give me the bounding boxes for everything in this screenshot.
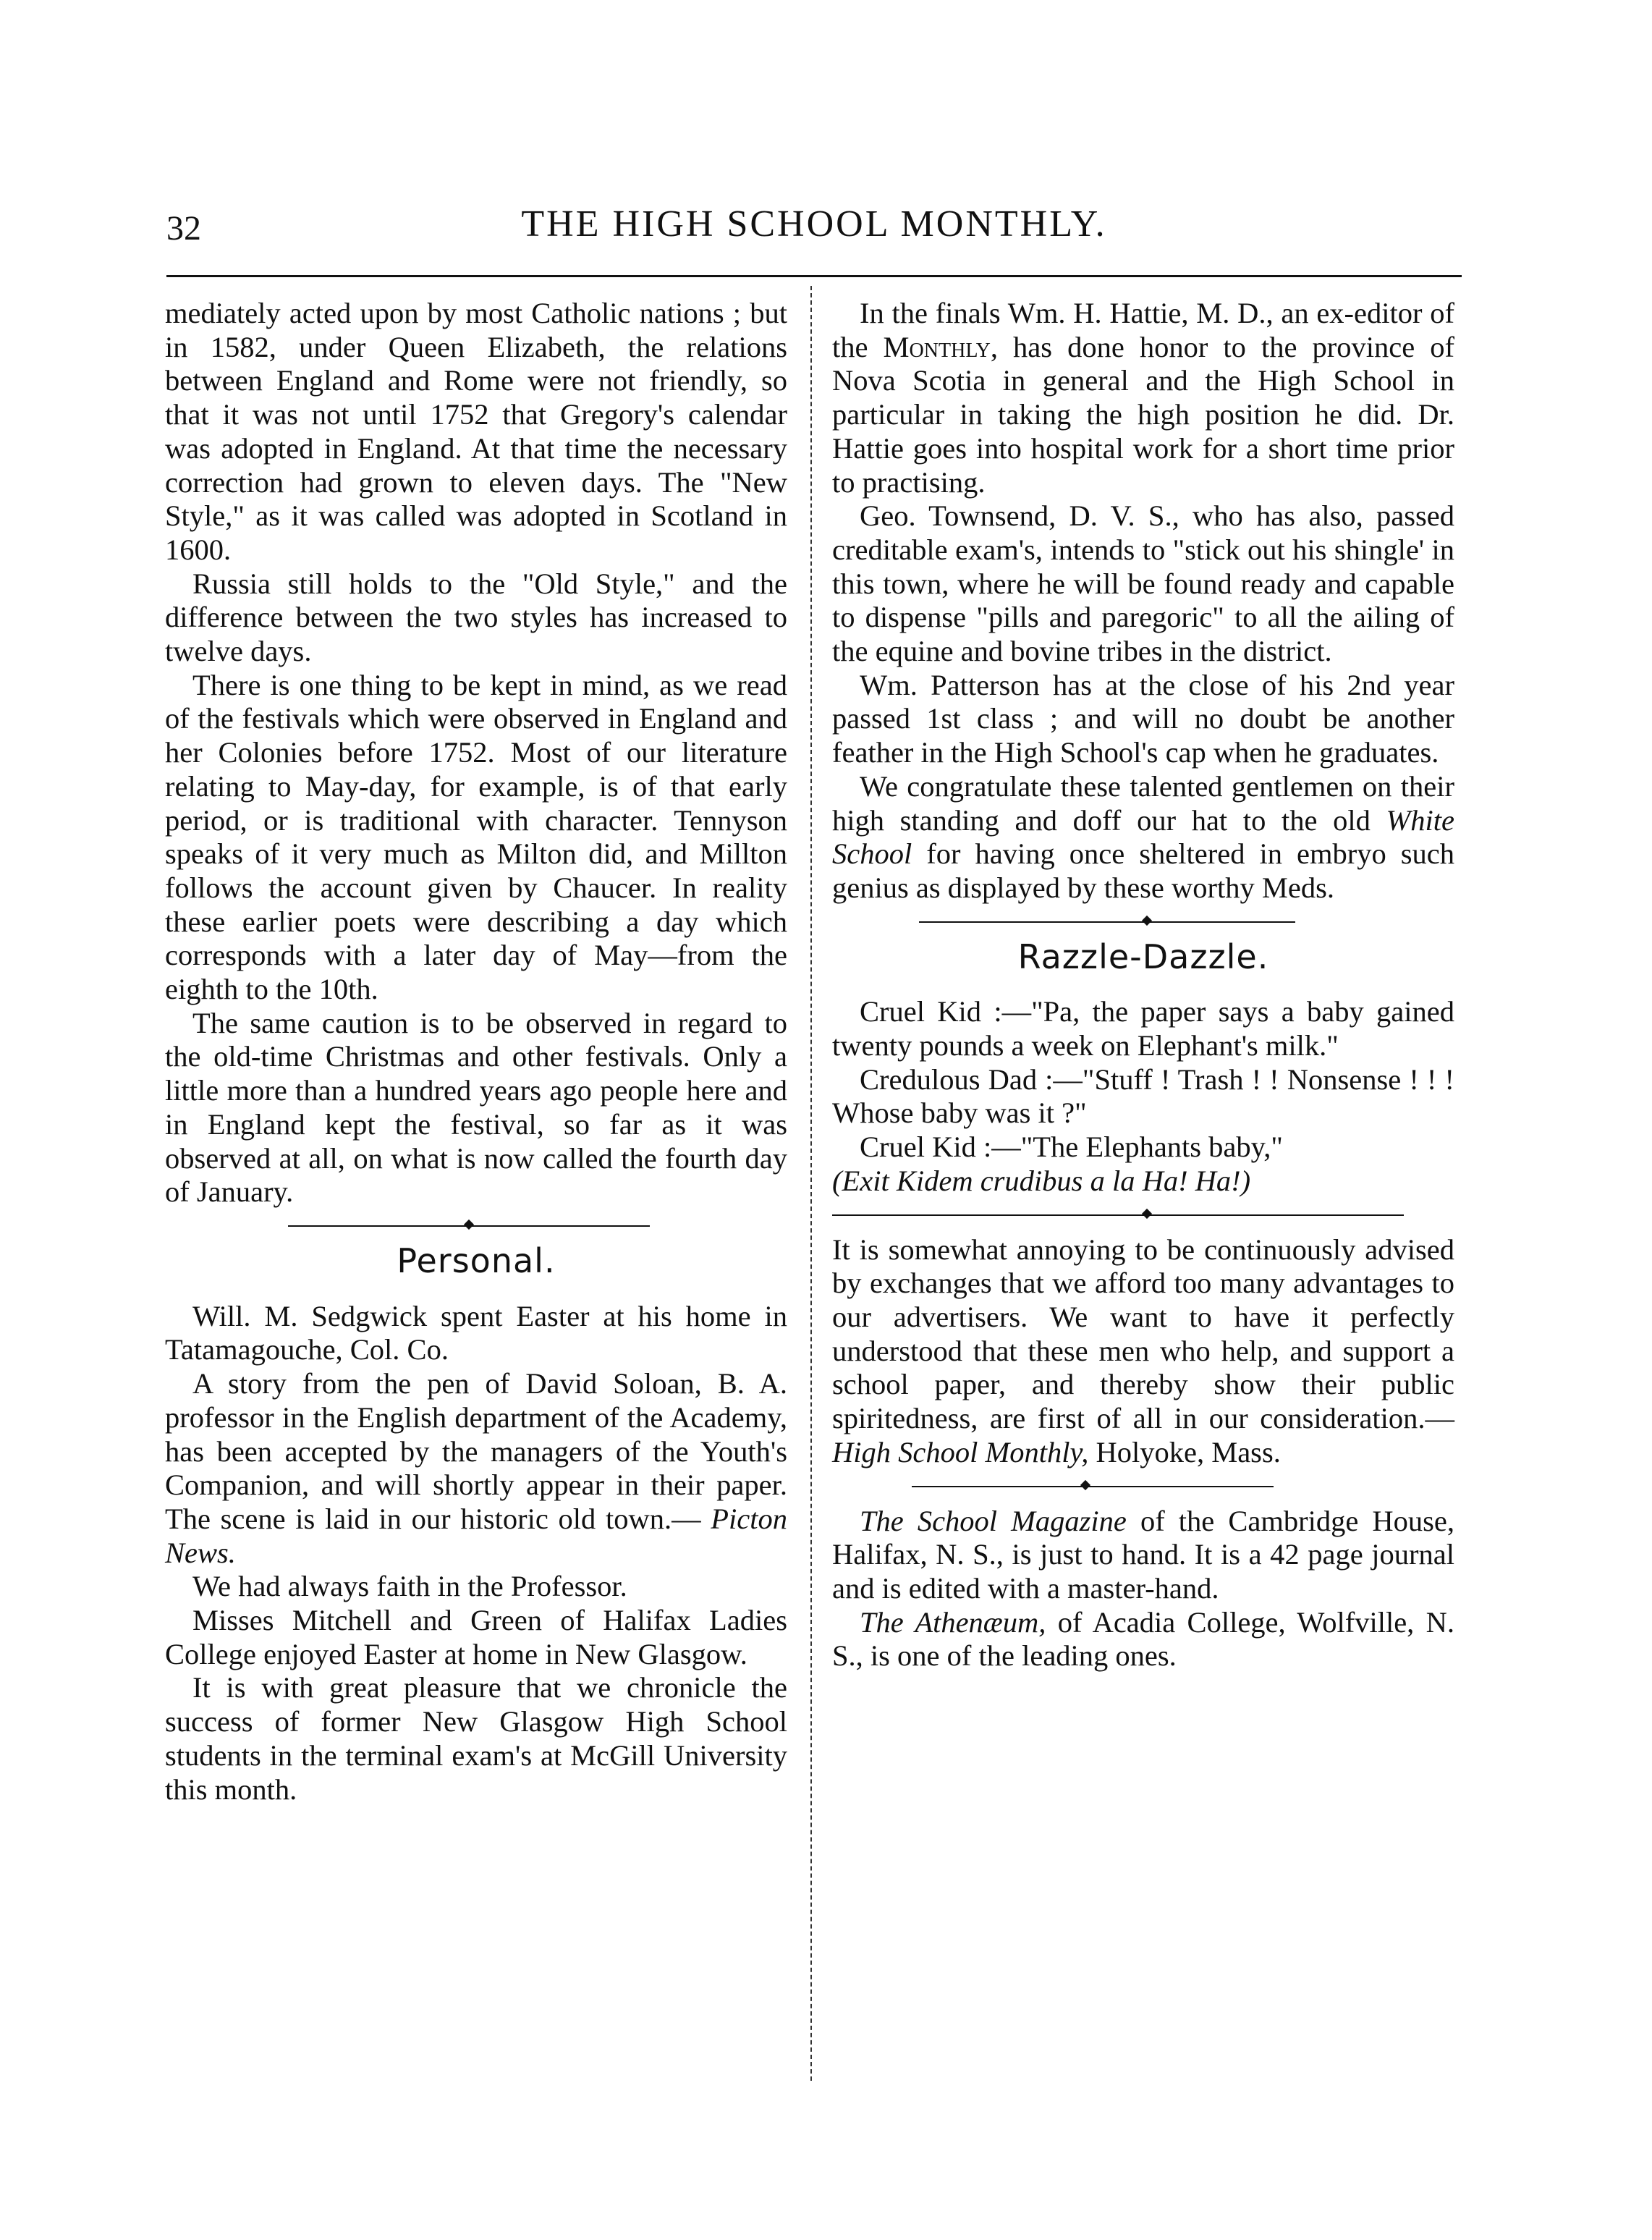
left-column [165,297,787,1806]
patterson-paragraph: Wm. Patterson has at the close of his 2nd year passed 1st class ; and will no doubt be another feather in the High School's cap when he graduates. [832,668,1454,769]
dialog-line: Credulous Dad :—"Stuff ! Trash ! ! Nonsense ! ! ! Whose baby was it ?" [832,1062,1454,1130]
hattie-text-start: In the finals Wm. H. Hattie, M. D., an ex-editor of the [832,297,1454,363]
monthly-word: Monthly [883,330,991,363]
personal-item: Will. M. Sedgwick spent Easter at his home in Tatamagouche, Col. Co. [165,1299,787,1366]
razzle-dazzle-heading: Razzle-Dazzle. [1017,937,1269,976]
dialog-line: Cruel Kid :—"The Elephants baby," [860,1130,1283,1164]
page-number: 32 [166,209,201,248]
school-magazine-text: of the Cambridge House, Halifax, N. S., is just to hand. It is a 42 page journal and is edited with a master-hand. [832,1504,1454,1605]
running-head [166,203,1462,261]
advertisers-place: Holyoke, Mass. [1096,1435,1281,1468]
athenaeum-paragraph [832,1606,1454,1673]
festivals-paragraph: There is one thing to be kept in mind, as we read of the festivals which were observed in England and her Colonies before 1752. Most of our literature relating to May-day, for example, is of that early period, or is traditional with character. Tennyson speaks of it very much as Milton did, and Millton follows the account given by Chaucer. In reality these earlier poets were describing a day which corresponds with a later day of May—from the eighth to the 10th. [165,668,787,1006]
athenaeum-title: The Athenæum, [860,1605,1046,1639]
school-magazine-title: The School Magazine [860,1504,1127,1537]
pictou-news-source: Picton News. [165,1502,787,1569]
header-rule [166,275,1462,277]
townsend-paragraph: Geo. Townsend, D. V. S., who has also, passed creditable exam's, intends to "stick out his shingle' in this town, where he will be found ready and capable to dispense "pills and paregoric" to all the ailing of the equine and bovine tribes in the district. [832,499,1454,668]
athenaeum-text: of Acadia College, Wolfville, N. S., is one of the leading ones. [832,1605,1454,1673]
personal-item: It is with great pleasure that we chronicle the success of former New Glasgow High School students in the terminal exam's at McGill University this month. [165,1671,787,1806]
column-divider [810,286,812,2081]
congrat-end: for having once sheltered in embryo such genius as displayed by these worthy Meds. [832,837,1454,904]
advertisers-text: It is somewhat annoying to be continuously advised by exchanges that we afford too many advantages to our advertisers. We want to have it perfectly understood that these men who help, and support a school paper, and thereby show their public spiritedness, are first of all in our consideration.— [832,1233,1454,1435]
section-divider [165,1215,787,1237]
personal-item-text: A story from the pen of David Soloan, B. A. professor in the English department of the Academy, has been accepted by the managers of the Youth's Companion, and will shortly appear in their paper. The scene is laid in our historic old town.— [165,1367,787,1535]
hattie-text-rest: , has done honor to the province of Nova Scotia in general and the High School in particular in taking the high position he did. Dr. Hattie goes into hospital work for a short time prior to practising. [832,330,1455,499]
personal-item: Misses Mitchell and Green of Halifax Ladies College enjoyed Easter at home in New Glasgow. [165,1604,787,1670]
dialog-line: Cruel Kid :—"Pa, the paper says a baby gained twenty pounds a week on Elephant's milk." [832,995,1454,1062]
russia-paragraph: Russia still holds to the "Old Style," and the difference between the two styles has increased to twelve days. [165,567,787,668]
advertisers-source: High School Monthly, [832,1435,1089,1468]
school-magazine-paragraph [832,1505,1454,1606]
hattie-paragraph [832,297,1454,499]
calendar-paragraph: mediately acted upon by most Catholic nations ; but in 1582, under Queen Elizabeth, the relations between England and Rome were not friendly, so that it was not until 1752 that Gregory's calendar was adopted in England. At that time the necessary correction had grown to eleven days. The "New Style," as it was called was adopted in Scotland in 1600. [165,297,787,566]
journal-title: THE HIGH SCHOOL MONTHLY. [521,203,1107,245]
advertisers-paragraph [832,1233,1454,1470]
section-divider [832,1476,1454,1497]
personal-item: We had always faith in the Professor. [192,1570,627,1603]
personal-item [165,1367,787,1570]
section-divider [832,1204,1454,1226]
section-divider [832,911,1454,933]
congrat-start: We congratulate these talented gentlemen on their high standing and doff our hat to the old [832,769,1454,837]
exit-line: (Exit Kidem crudibus a la Ha! Ha!) [832,1164,1251,1197]
personal-heading: Personal. [397,1241,556,1280]
caution-paragraph: The same caution is to be observed in regard to the old-time Christmas and other festivals. Only a little more than a hundred years ago people here and in England kept the festival, so far as it was observed at all, on what is now called the fourth day of January. [165,1006,787,1209]
right-column [832,297,1454,1673]
congratulations-paragraph [832,770,1454,905]
white-school-name: White School [832,803,1454,871]
